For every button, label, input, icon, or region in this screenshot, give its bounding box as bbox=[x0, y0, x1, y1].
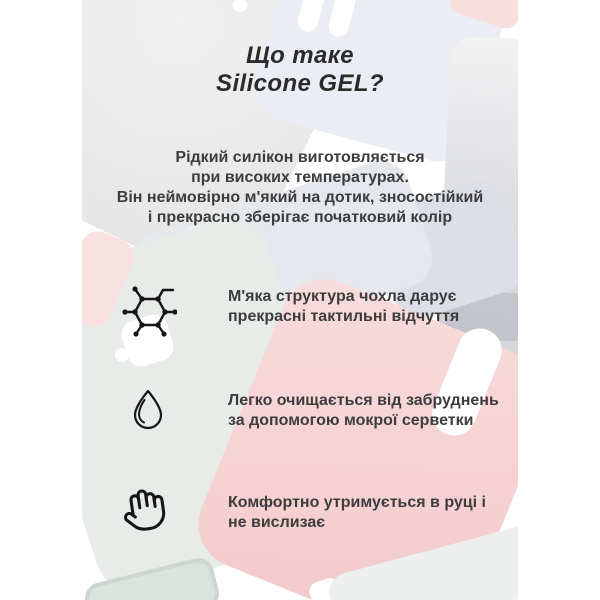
intro-line: при високих температурах. bbox=[191, 169, 409, 186]
feature-line: М'яка структура чохла дарує bbox=[228, 288, 457, 305]
case-flash-hole bbox=[115, 348, 129, 362]
feature-comfort-grip bbox=[228, 493, 518, 533]
feature-line: не вислизає bbox=[228, 514, 326, 531]
droplet-icon bbox=[126, 387, 170, 433]
feature-line: за допомогою мокрої серветки bbox=[228, 412, 474, 429]
intro-paragraph bbox=[0, 148, 600, 228]
intro-line: Він неймовірно м'який на дотик, зносостійкий bbox=[116, 189, 484, 206]
page-title bbox=[0, 42, 600, 98]
feature-soft-structure bbox=[228, 287, 518, 327]
feature-line: прекрасні тактильні відчуття bbox=[228, 308, 460, 325]
page-title-line1: Що таке bbox=[245, 42, 355, 69]
intro-line: і прекрасно зберігає початковий колір bbox=[147, 209, 453, 226]
intro-line: Рідкий силікон виготовляється bbox=[175, 149, 425, 166]
feature-easy-clean bbox=[228, 391, 518, 431]
feature-line: Легко очищається від забруднень bbox=[228, 392, 499, 409]
molecule-icon bbox=[121, 282, 177, 338]
page-title-line2: Silicone GEL? bbox=[216, 70, 384, 97]
feature-line: Комфортно утримується в руці і bbox=[228, 494, 486, 511]
hand-icon bbox=[118, 484, 170, 536]
